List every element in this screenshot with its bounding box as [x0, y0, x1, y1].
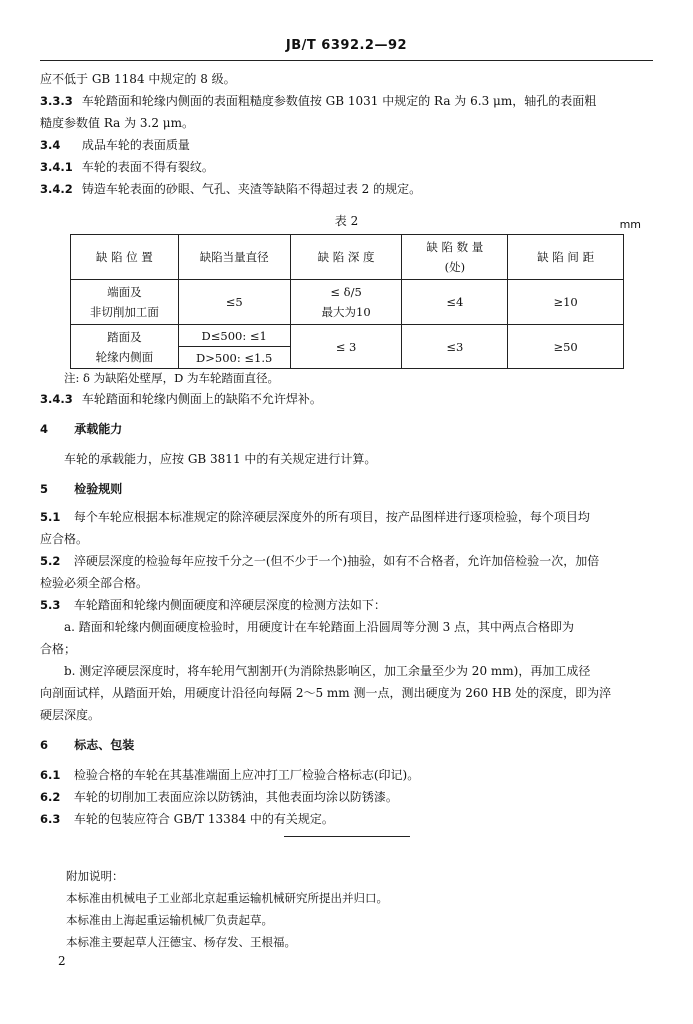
defect-table	[70, 234, 624, 369]
section-number: 4	[40, 422, 49, 436]
item-a: a. 踏面和轮缘内侧面硬度检验时，用硬度计在车轮踏面上沿圆周等分测 3 点，其中两点合格即为	[64, 620, 575, 634]
header-rule	[40, 60, 653, 61]
additional-notes-title: 附加说明：	[66, 869, 124, 883]
clause-text: 车轮的表面不得有裂纹。	[81, 160, 214, 174]
item-a-cont: 合格；	[40, 642, 77, 656]
clause-text: 车轮的切削加工表面应涂以防锈油，其他表面均涂以防锈漆。	[73, 790, 398, 804]
table-row	[71, 280, 624, 325]
cell-line: 踏面及	[107, 329, 142, 344]
clause-text: 检验合格的车轮在其基准端面上应冲打工厂检验合格标志(印记)。	[73, 768, 420, 782]
clause-3-4-3	[40, 388, 653, 410]
standard-code-header: JB/T 6392.2—92	[285, 38, 408, 53]
table-cell: ≤5	[178, 280, 290, 325]
table-header-row	[71, 235, 624, 280]
clause-text: 每个车轮应根据本标准规定的除淬硬层深度外的所有项目，按产品图样进行逐项检验，每个项目均	[73, 510, 590, 524]
table-cell: ≤4	[402, 280, 508, 325]
page-number: 2	[58, 954, 66, 968]
clause-text: 车轮踏面和轮缘内侧面上的缺陷不允许焊补。	[81, 392, 322, 406]
section-title: 承载能力	[74, 422, 123, 436]
clause-3-4-2	[40, 178, 653, 200]
table-cell: ≥10	[508, 280, 624, 325]
table-cell: ≥50	[508, 325, 624, 369]
clause-number: 3.4.2	[40, 182, 73, 196]
table-cell	[290, 280, 402, 325]
clause-5-3	[40, 594, 653, 616]
item-b: b. 测定淬硬层深度时，将车轮用气割割开(为消除热影响区，加工余量至少为 20 mm)，再加工成径	[64, 664, 591, 678]
additional-notes-line: 本标准由机械电子工业部北京起重运输机械研究所提出并归口。	[66, 891, 388, 905]
clause-6-2	[40, 786, 653, 808]
additional-notes-line: 本标准由上海起重运输机械厂负责起草。	[66, 913, 273, 927]
table-cell: ≤ 3	[290, 325, 402, 369]
header-cell-line: 缺 陷 数 量	[426, 240, 484, 254]
clause-text: 车轮的包装应符合 GB/T 13384 中的有关规定。	[73, 812, 334, 826]
clause-3-3-3	[40, 90, 653, 112]
section-5-heading	[40, 478, 653, 500]
cell-line: 轮缘内侧面	[95, 349, 154, 364]
table-row	[71, 325, 624, 347]
header-cell: 缺 陷 间 距	[508, 235, 624, 280]
section-6-heading	[40, 734, 653, 756]
cell-line: 最大为10	[321, 305, 371, 319]
section-title: 检验规则	[74, 482, 123, 496]
table-cell: D≤500: ≤1	[178, 325, 290, 347]
clause-text: 淬硬层深度的检验每年应按千分之一(但不少于一个)抽验，如有不合格者，允许加倍检验一次，加倍	[73, 554, 600, 568]
clause-number: 3.3.3	[40, 94, 73, 108]
section-4-text: 车轮的承载能力，应按 GB 3811 中的有关规定进行计算。	[64, 452, 377, 466]
clause-number: 5.2	[40, 554, 61, 568]
clause-number: 6.3	[40, 812, 61, 826]
clause-text: 铸造车轮表面的砂眼、气孔、夹渣等缺陷不得超过表 2 的规定。	[81, 182, 422, 196]
clause-5-1-cont: 应合格。	[40, 532, 89, 546]
clause-number: 3.4	[40, 138, 61, 152]
table-cell: ≤3	[402, 325, 508, 369]
section-number: 5	[40, 482, 49, 496]
header-cell: 缺陷当量直径	[178, 235, 290, 280]
table-unit: mm	[619, 218, 641, 231]
item-b-cont2: 硬层深度。	[40, 708, 101, 722]
clause-number: 5.1	[40, 510, 61, 524]
clause-6-3	[40, 808, 653, 830]
clause-number: 6.1	[40, 768, 61, 782]
clause-text: 成品车轮的表面质量	[81, 138, 190, 152]
cell-line: 非切削加工面	[89, 305, 159, 319]
table-note: 注: δ 为缺陷处壁厚，D 为车轮踏面直径。	[64, 371, 279, 385]
clause-3-4	[40, 134, 653, 156]
header-cell	[402, 235, 508, 280]
section-number: 6	[40, 738, 49, 752]
clause-5-2	[40, 550, 653, 572]
clause-6-1	[40, 764, 653, 786]
section-title: 标志、包装	[74, 738, 135, 752]
paragraph-continuation: 应不低于 GB 1184 中规定的 8 级。	[40, 72, 236, 86]
header-cell: 缺 陷 位 置	[71, 235, 179, 280]
clause-3-3-3-cont: 糙度参数值 Ra 为 3.2 μm。	[40, 116, 194, 130]
additional-notes-line: 本标准主要起草人汪德宝、杨存发、王根福。	[66, 935, 296, 949]
table-cell	[71, 280, 179, 325]
cell-line: 端面及	[107, 285, 142, 299]
clause-number: 3.4.1	[40, 160, 73, 174]
cell-line: ≤ δ/5	[330, 285, 362, 299]
clause-number: 5.3	[40, 598, 61, 612]
clause-number: 3.4.3	[40, 392, 73, 406]
table-title: 表 2	[334, 214, 359, 228]
section-4-heading	[40, 418, 653, 440]
end-separator-rule	[284, 836, 410, 837]
clause-5-1	[40, 506, 653, 528]
header-cell: 缺 陷 深 度	[290, 235, 402, 280]
table-cell: D>500: ≤1.5	[178, 347, 290, 369]
clause-text: 车轮踏面和轮缘内侧面硬度和淬硬层深度的检测方法如下：	[73, 598, 386, 612]
clause-number: 6.2	[40, 790, 61, 804]
header-cell-line: (处)	[444, 260, 466, 274]
clause-5-2-cont: 检验必须全部合格。	[40, 576, 149, 590]
item-b-cont: 向剖面试样，从踏面开始，用硬度计沿径向每隔 2～5 mm 测一点，测出硬度为 260 HB 处的深度，即为淬	[40, 686, 612, 700]
table-cell	[71, 325, 179, 369]
clause-text: 车轮踏面和轮缘内侧面的表面粗糙度参数值按 GB 1031 中规定的 Ra 为 6.3 μm，轴孔的表面粗	[81, 94, 597, 108]
clause-3-4-1	[40, 156, 653, 178]
